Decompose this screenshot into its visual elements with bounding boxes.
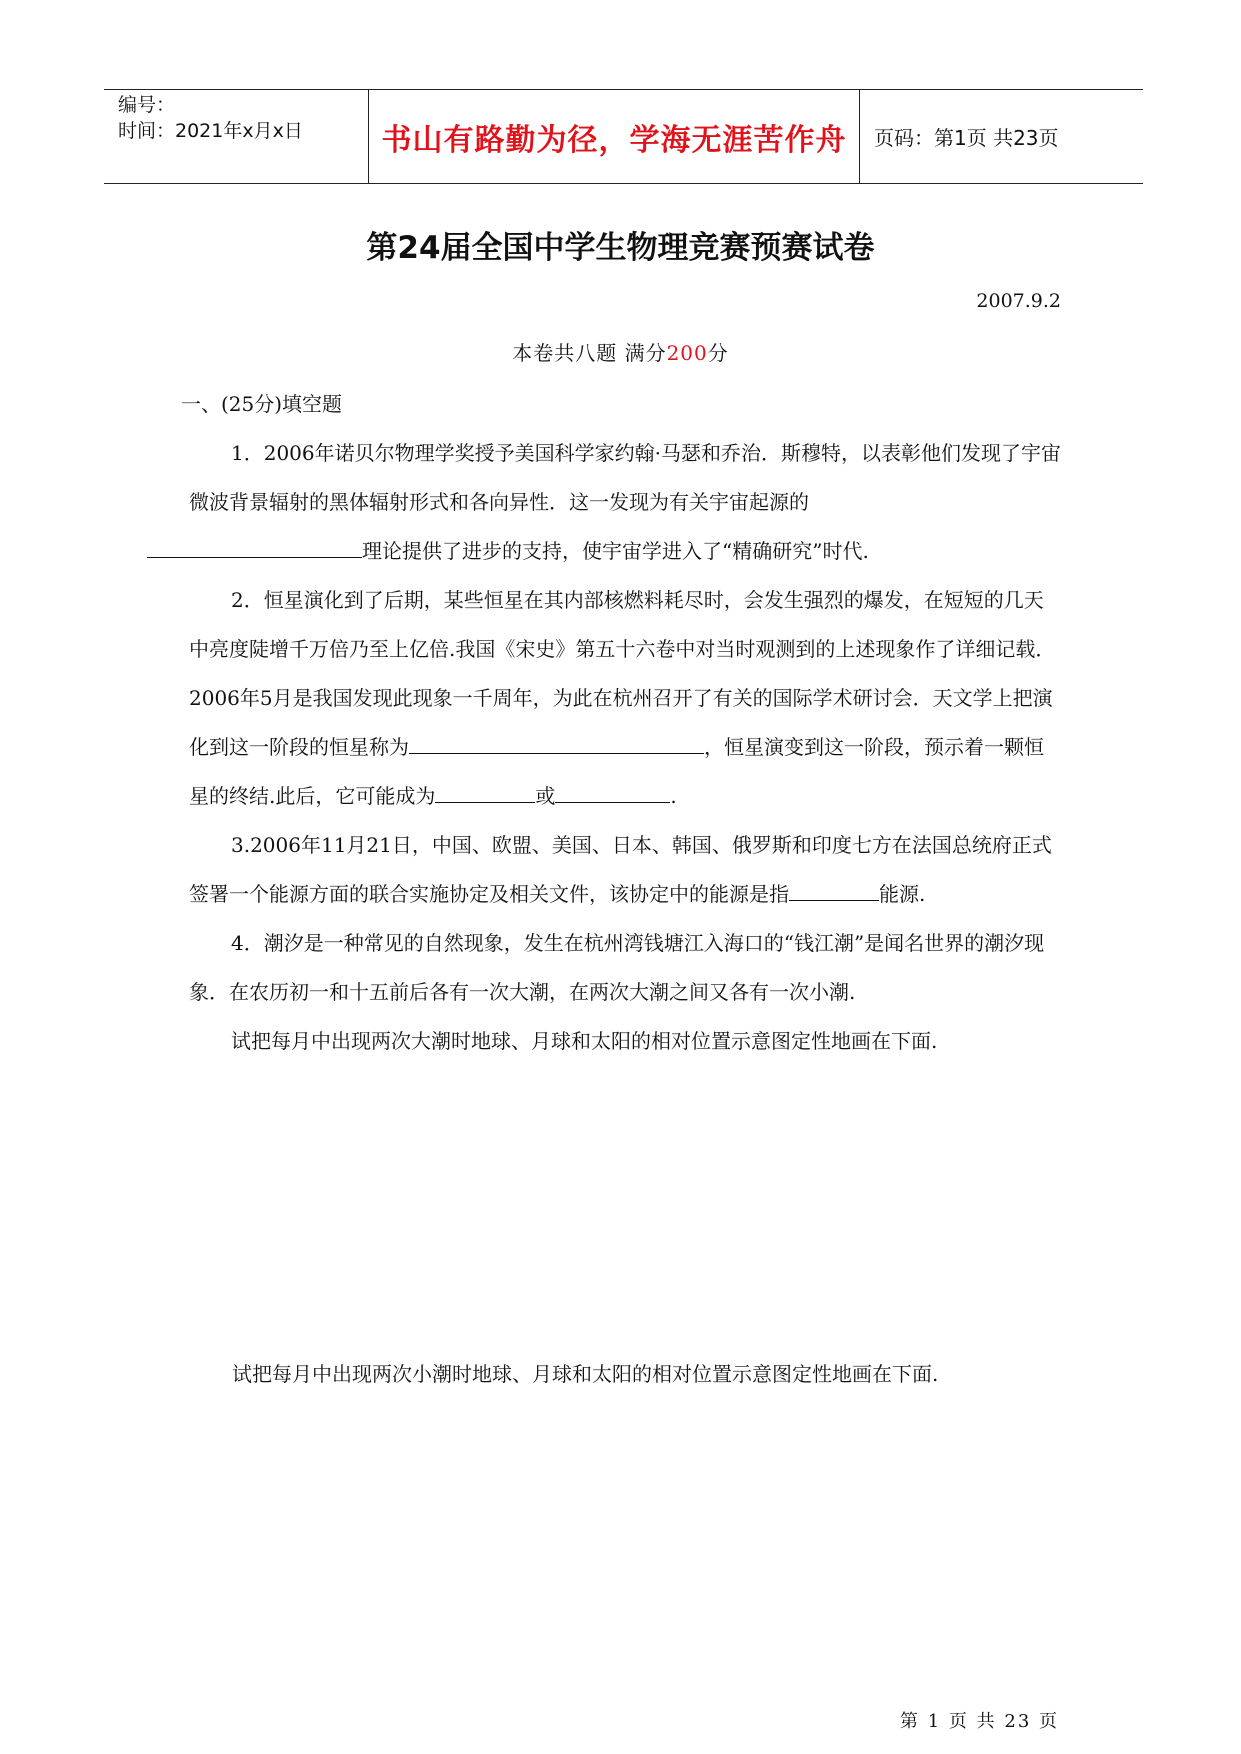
page-footer: 第 1 页 共 23 页	[900, 1711, 1059, 1732]
q2-blank-2[interactable]	[435, 772, 535, 803]
document-title: 第24届全国中学生物理竞赛预赛试卷	[366, 230, 875, 266]
number-label: 编号：	[118, 94, 176, 116]
q2-text-a: 2．恒星演化到了后期，某些恒星在其内部核燃料耗尽时，会发生强烈的爆发，在短短的几天中亮度陡增千万倍乃至上亿倍.我国《宋史》第五十六卷中对当时观测到的上述现象作了详细记载．2006年5月是我国发现此现象一千周年，为此在杭州召开了有关的国际学术研讨会．天文学上把演化到这一阶段的恒星称为	[189, 588, 1056, 759]
section-heading: 一、(25分)填空题	[181, 392, 343, 416]
q1-blank[interactable]	[147, 527, 362, 558]
q1-text-a: 1．2006年诺贝尔物理学奖授予美国科学家约翰·马瑟和乔治．斯穆特，以表彰他们发现了宇宙微波背景辐射的黑体辐射形式和各向异性．这一发现为有关宇宙起源的	[189, 441, 1061, 514]
header-page-label: 页码：第1页 共23页	[874, 126, 1059, 150]
question-2	[189, 576, 1061, 821]
page-header	[104, 89, 1143, 184]
question-1	[189, 429, 1061, 576]
q2-blank-3[interactable]	[555, 772, 670, 803]
subtitle-suffix: 分	[707, 341, 729, 365]
q1-text-b: 理论提供了进步的支持，使宇宙学进入了“精确研究”时代.	[362, 539, 869, 563]
q2-text-c: 或	[535, 784, 556, 808]
question-4-instruction-minor: 试把每月中出现两次小潮时地球、月球和太阳的相对位置示意图定性地画在下面.	[232, 1362, 939, 1386]
q3-blank[interactable]	[789, 870, 879, 901]
exam-date: 2007.9.2	[976, 290, 1061, 312]
q4-text-a: 4．潮汐是一种常见的自然现象，发生在杭州湾钱塘江入海口的“钱江潮”是闻名世界的潮汐现象．在农历初一和十五前后各有一次大潮，在两次大潮之间又各有一次小潮.	[189, 931, 1045, 1004]
exam-subtitle	[0, 337, 1241, 366]
q3-text-b: 能源.	[879, 882, 926, 906]
q3-text-a: 3.2006年11月21日，中国、欧盟、美国、日本、韩国、俄罗斯和印度七方在法国总统府正式签署一个能源方面的联合实施协定及相关文件，该协定中的能源是指	[189, 833, 1052, 906]
subtitle-score: 200	[666, 341, 708, 365]
time-label: 时间：2021年x月x日	[118, 120, 303, 142]
question-3	[189, 821, 1061, 919]
question-4	[189, 919, 1061, 1017]
subtitle-prefix: 本卷共八题 满分	[512, 341, 667, 365]
header-meta	[104, 90, 369, 183]
question-section	[181, 380, 1061, 1066]
q2-text-d: .	[670, 784, 677, 808]
header-motto: 书山有路勤为径，学海无涯苦作舟	[369, 90, 860, 183]
q2-text-b: ，恒星演变到这一阶段，预示着一颗恒星的终结.此后，它可能成为	[189, 735, 1044, 808]
q2-blank-1[interactable]	[409, 723, 704, 754]
question-4-instruction-major: 试把每月中出现两次大潮时地球、月球和太阳的相对位置示意图定性地画在下面.	[231, 1029, 938, 1053]
